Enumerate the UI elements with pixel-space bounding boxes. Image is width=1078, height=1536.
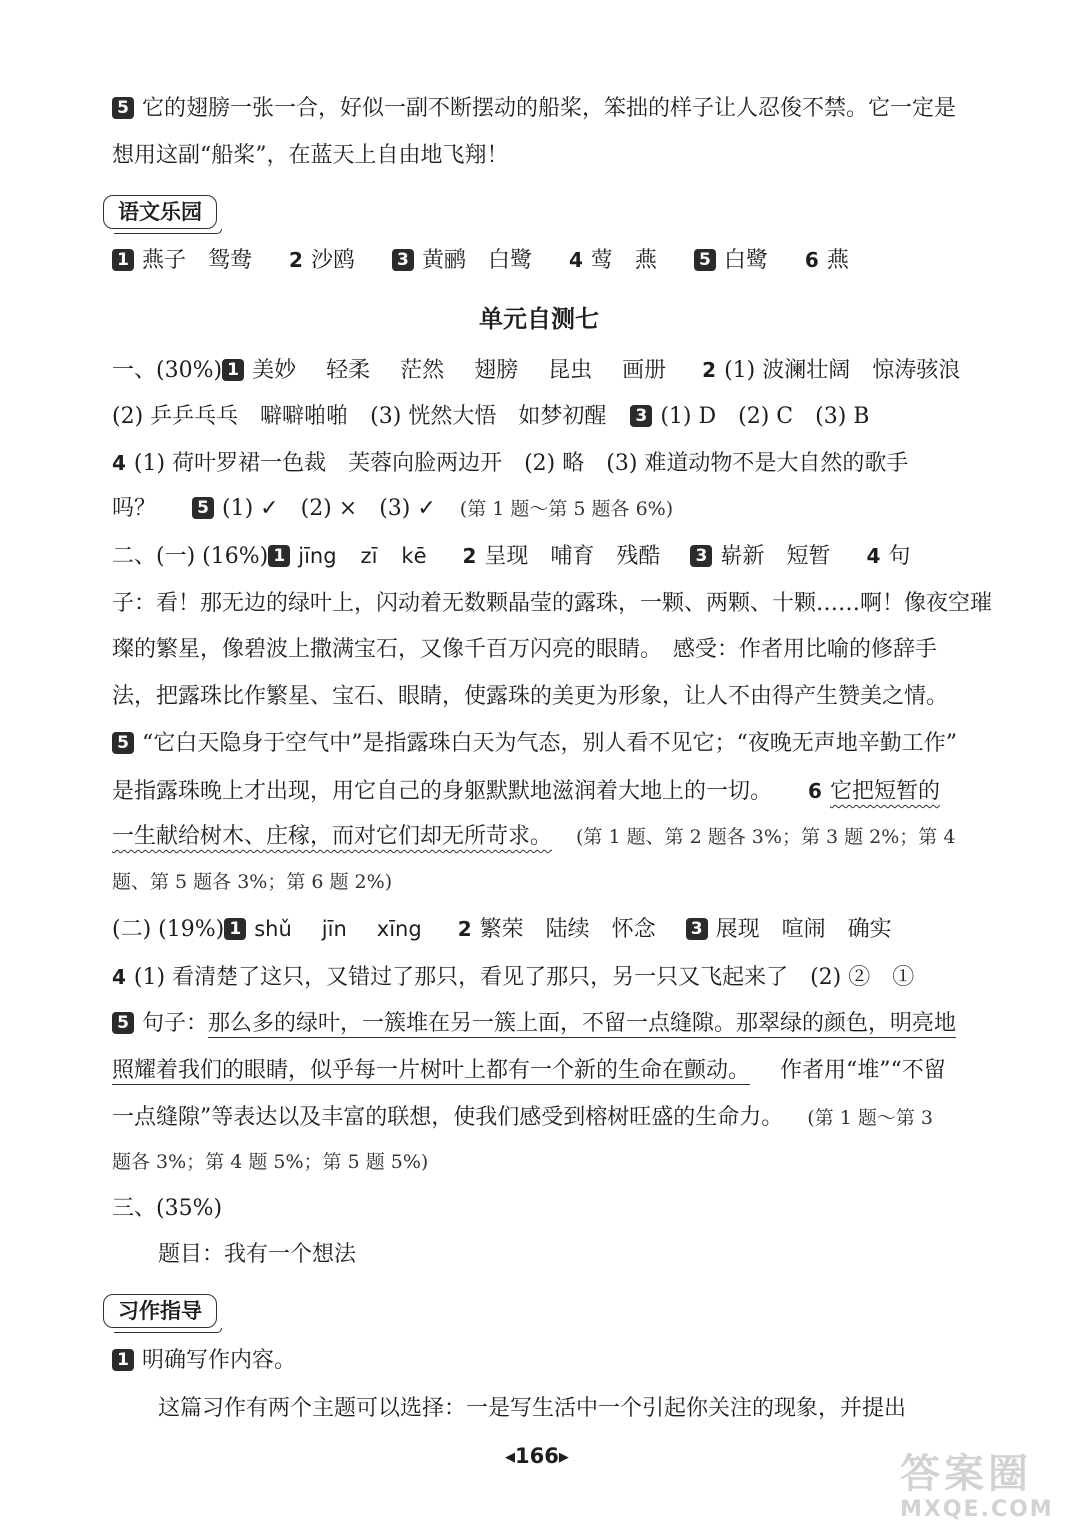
question-number-badge: 1 — [224, 918, 246, 940]
answer-word: 轻柔 — [326, 358, 371, 383]
answer-line — [112, 448, 970, 479]
underlined-sentence: 一生献给树木、庄稼，而对它们却无所苛求。 — [112, 824, 553, 849]
pinyin: jīn — [321, 917, 347, 941]
answer-text: 黄鹂 白鹭 — [421, 248, 532, 273]
score-note: (第 1 题～第 5 题各 6%) — [459, 498, 674, 520]
score-note: (第 1 题～第 3 — [807, 1107, 933, 1129]
part-label: 三、(35%) — [112, 1196, 223, 1221]
question-number: 2 — [462, 544, 477, 568]
question-number-badge: 5 — [112, 97, 134, 119]
question-number: 2 — [289, 248, 303, 272]
question-number-badge: 3 — [690, 545, 712, 567]
watermark-url: MXQE.COM — [900, 1497, 1054, 1522]
score-note: (第 1 题、第 2 题各 3%；第 3 题 2%；第 4 — [576, 826, 956, 848]
answer-text: (1) 荷叶罗裙一色裁 芙蓉向脸两边开 (2) 略 (3) 难道动物不是大自然的歌手 — [133, 451, 909, 476]
question-number: 2 — [702, 358, 717, 382]
underlined-sentence: 照耀着我们的眼睛，似乎每一片树叶上都有一个新的生命在颤动。 — [112, 1058, 751, 1083]
answer-word: 美妙 — [252, 358, 297, 383]
answer-text: 沙鸥 — [310, 248, 355, 273]
score-note: 题各 3%；第 4 题 5%；第 5 题 5%) — [112, 1151, 429, 1173]
left-triangle-icon: ◀ — [505, 1450, 515, 1465]
answer-text: 璨的繁星，像碧波上撒满宝石，又像千百万闪亮的眼睛。 感受：作者用比喻的修辞手 — [112, 637, 938, 662]
section-tab-xizuo-zhidao: 习作指导 — [103, 1294, 217, 1328]
answer-text: 它的翅膀一张一合，好似一副不断摆动的船桨，笨拙的样子让人忍俊不禁。它一定是 — [142, 96, 957, 121]
part-label: 二、(一) (16%) — [112, 544, 269, 569]
question-number-badge: 1 — [112, 249, 134, 271]
answer-line — [112, 635, 970, 665]
answer-text: 崭新 短暂 — [720, 544, 831, 569]
section-tab-yuwen-leyuan: 语文乐园 — [103, 195, 217, 229]
pinyin: jīng — [298, 544, 337, 568]
answer-line — [112, 1056, 970, 1086]
answer-line — [112, 822, 970, 852]
answer-line — [112, 776, 970, 807]
answer-text: 展现 喧闹 确实 — [715, 917, 892, 942]
question-number-badge: 5 — [192, 497, 214, 519]
answer-line — [112, 541, 970, 572]
answer-text: 子：看！那无边的绿叶上，闪动着无数颗晶莹的露珠，一颗、两颗、十颗……啊！像夜空璀 — [112, 591, 993, 616]
question-number-badge: 1 — [222, 359, 244, 381]
question-number-badge: 3 — [630, 405, 652, 427]
answer-line — [112, 962, 970, 993]
score-note: 题、第 5 题各 3%；第 6 题 2%) — [112, 871, 393, 893]
paragraph-text: 这篇习作有两个主题可以选择：一是写生活中一个引起你关注的现象，并提出 — [158, 1396, 907, 1421]
answer-line — [112, 1009, 970, 1039]
pinyin: kē — [401, 544, 427, 568]
answer-word: 画册 — [622, 358, 667, 383]
answer-word: 茫然 — [400, 358, 445, 383]
answer-text: 句子： — [142, 1011, 209, 1036]
answer-line — [158, 1240, 970, 1270]
part-label: (二) (19%) — [112, 917, 225, 942]
answer-line — [112, 589, 993, 619]
answer-text: 呈现 哺育 残酷 — [484, 544, 661, 569]
right-triangle-icon: ▶ — [558, 1450, 569, 1465]
answer-text: 白鹭 — [723, 248, 768, 273]
answer-line — [112, 1346, 970, 1376]
question-number: 4 — [866, 544, 881, 568]
answer-line — [112, 402, 970, 432]
answer-line — [112, 1194, 970, 1224]
answer-text: 法，把露珠比作繁星、宝石、眼睛，使露珠的美更为形象，让人不由得产生赞美之情。 — [112, 684, 949, 709]
answer-line — [112, 729, 970, 759]
unit-title: 单元自测七 — [479, 305, 599, 333]
page-number-text: 166 — [515, 1444, 559, 1468]
pinyin: xīng — [376, 917, 422, 941]
answer-line — [112, 94, 970, 124]
answer-text: 燕 — [826, 248, 849, 273]
answer-text: 想用这副“船桨”，在蓝天上自由地飞翔！ — [112, 143, 509, 168]
answer-text: (1) ✓ (2) × (3) ✓ — [222, 496, 436, 521]
underlined-sentence: 它把短暂的 — [829, 779, 940, 804]
answer-line — [112, 1147, 970, 1177]
question-number-badge: 1 — [268, 545, 290, 567]
pinyin: shǔ — [254, 917, 292, 941]
answer-text: 作者用“堆”“不留 — [780, 1058, 946, 1083]
question-number-badge: 5 — [112, 1012, 134, 1034]
answer-text: 吗？ — [112, 496, 157, 521]
answer-text: 繁荣 陆续 怀念 — [479, 917, 656, 942]
question-number: 2 — [457, 917, 472, 941]
question-number: 4 — [568, 248, 583, 272]
question-number-badge: 3 — [686, 918, 708, 940]
answer-text: (1) 波澜壮阔 惊涛骇浪 — [724, 358, 961, 383]
answer-text: 一点缝隙”等表达以及丰富的联想，使我们感受到榕树旺盛的生命力。 — [112, 1105, 784, 1130]
answer-line — [112, 355, 970, 386]
question-number-badge: 5 — [694, 249, 716, 271]
question-number: 4 — [112, 965, 126, 989]
question-number: 6 — [808, 779, 822, 803]
underlined-sentence: 那么多的绿叶，一簇堆在另一簇上面，不留一点缝隙。那翠绿的颜色，明亮地 — [208, 1011, 957, 1036]
question-number-badge: 1 — [112, 1349, 134, 1371]
watermark-logo — [900, 1452, 1070, 1532]
answer-text: 莺 燕 — [590, 248, 657, 273]
answer-text: 是指露珠晚上才出现，用它自己的身躯默默地滋润着大地上的一切。 — [112, 779, 773, 804]
answer-text: 燕子 鸳鸯 — [142, 248, 253, 273]
question-number-badge: 5 — [112, 732, 134, 754]
question-number: 6 — [804, 248, 819, 272]
question-number-badge: 3 — [392, 249, 414, 271]
answer-line — [112, 914, 970, 945]
answer-line — [112, 682, 970, 712]
answer-line — [112, 245, 970, 276]
pinyin: zī — [360, 544, 378, 568]
answer-word: 昆虫 — [548, 358, 593, 383]
answer-line — [112, 867, 970, 897]
answer-line — [112, 141, 970, 171]
question-number: 4 — [112, 451, 126, 475]
answer-line — [158, 1394, 970, 1424]
answer-text: (1) D (2) C (3) B — [660, 404, 870, 429]
answer-text: 明确写作内容。 — [142, 1348, 297, 1373]
answer-text: (1) 看清楚了这只，又错过了那只，看见了那只，另一只又飞起来了 (2) ② ① — [133, 965, 915, 990]
answer-text: 句 — [888, 544, 911, 569]
answer-text: (2) 乒乒乓乓 噼噼啪啪 (3) 恍然大悟 如梦初醒 — [112, 404, 607, 429]
answer-text: “它白天隐身于空气中”是指露珠白天为气态，别人看不见它；“夜晚无声地辛勤工作” — [142, 731, 957, 756]
watermark-text: 答案圈 — [900, 1451, 1032, 1497]
essay-topic: 题目：我有一个想法 — [158, 1242, 357, 1267]
answer-line — [112, 494, 970, 524]
answer-word: 翅膀 — [474, 358, 519, 383]
part-label: 一、(30%) — [112, 358, 223, 383]
answer-line — [112, 1103, 970, 1133]
page-number — [505, 1444, 569, 1468]
